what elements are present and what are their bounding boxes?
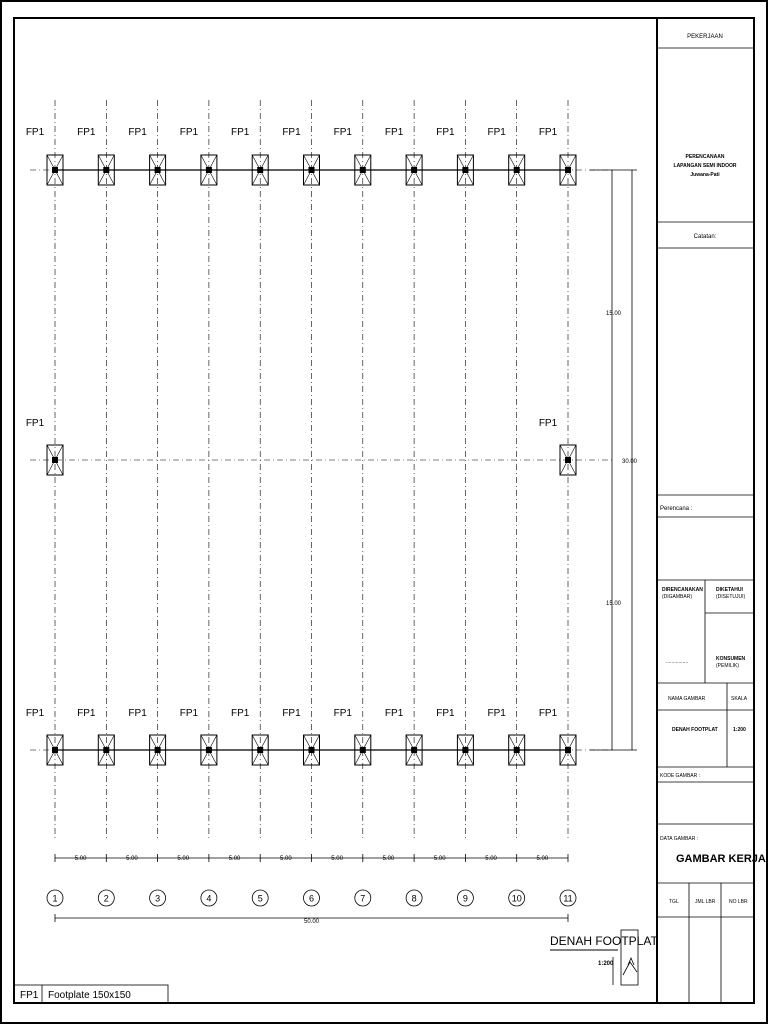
footing-label: FP1 [487,127,506,138]
column [155,747,161,753]
catatan-label: Catatan: [693,234,717,240]
grid-label: 8 [411,893,417,904]
gambar-kerja: GAMBAR KERJA [676,853,766,865]
column [206,167,212,173]
pekerjaan-label: PEKERJAAN [687,34,723,40]
konsumen-label: KONSUMEN [716,656,746,662]
grid-label: 7 [360,893,366,904]
footing-label: FP1 [25,127,45,138]
column [411,747,417,753]
footing-label: FP1 [384,127,404,138]
no-lbr-label: NO LBR [729,899,748,905]
footing-label: FP1 [128,708,147,719]
column [565,457,571,463]
bay-dimension: 5.00 [382,856,395,862]
grid-label: 11 [563,893,573,904]
bay-dimension: 5.00 [536,856,549,862]
dim-total: 30.00 [622,459,638,465]
bay-dimension: 5.00 [177,856,190,862]
footing-label: FP1 [487,708,506,719]
column [514,167,520,173]
project-line2: LAPANGAN SEMI INDOOR [673,163,737,169]
jml-lbr-label: JML LBR [695,899,716,905]
project-line3: Juwana-Pati [690,172,720,178]
skala-value: 1:200 [733,727,746,733]
foundation-plan [26,100,638,925]
column [206,747,212,753]
signature-placeholder: ................ [666,659,689,665]
perencana-label: Perencana : [660,506,693,512]
bay-dimension: 5.00 [280,856,292,862]
column [462,747,468,753]
legend-code: FP1 [20,990,39,1001]
title-block [657,18,766,1003]
nama-gambar-label: NAMA GAMBAR [668,696,706,702]
grid-label: 5 [257,893,263,904]
drawing-scale: 1:200 [598,961,614,967]
data-gambar-label: DATA GAMBAR : [660,836,699,842]
column [52,457,58,463]
column [514,747,520,753]
grid-label: 6 [308,893,315,904]
grid-label: 2 [103,893,109,904]
column [155,167,161,173]
footing-label: FP1 [179,127,199,138]
column [565,167,571,173]
bay-dimension: 5.00 [126,856,138,862]
column [103,747,109,753]
grid-label: 9 [462,893,468,904]
drawing-title: DENAH FOOTPLAT [550,934,658,948]
footing-label: FP1 [436,127,455,138]
nama-gambar-value: DENAH FOOTPLAT [672,727,718,733]
skala-label: SKALA [731,696,748,702]
footing-label: FP1 [25,708,45,719]
drawing-title-block [550,930,658,985]
column [360,747,366,753]
footing-label: FP1 [282,127,301,138]
column [411,167,417,173]
column [52,167,58,173]
dim-upper: 15.00 [606,311,622,317]
project-line1: PERENCANAAN [685,154,725,160]
footing-label: FP1 [77,127,96,138]
kode-gambar-label: KODE GAMBAR : [660,773,701,779]
footing-label: FP1 [436,708,455,719]
footing-label: FP1 [333,708,352,719]
outer-border [1,1,767,1023]
bay-dimension: 5.00 [228,856,241,862]
tgl-label: TGL [669,899,679,905]
footing-label: FP1 [25,418,45,429]
footing-label: FP1 [231,708,250,719]
column [309,167,315,173]
total-width: 50.00 [303,919,320,925]
grid-label: 3 [155,893,161,904]
footing-label: FP1 [231,127,250,138]
footing-label: FP1 [333,127,352,138]
disetujui-label: (DISETUJUI) [716,594,746,600]
column [462,167,468,173]
column [52,747,58,753]
bay-dimension: 5.00 [331,856,343,862]
footing-label: FP1 [538,127,558,138]
column [103,167,109,173]
grid-label: 1 [52,893,58,904]
bay-dimension: 5.00 [485,856,497,862]
column [360,167,366,173]
pemilik-label: (PEMILIK) [716,663,740,669]
column [565,747,571,753]
grid-label: 4 [206,893,212,904]
footing-label: FP1 [179,708,199,719]
column [309,747,315,753]
footing-label: FP1 [384,708,404,719]
bay-dimension: 5.00 [74,856,87,862]
digambar-label: (DIGAMBAR) [662,594,692,600]
footing-label: FP1 [128,127,147,138]
direncanakan-label: DIRENCANAKAN [662,587,703,593]
footing-label: FP1 [77,708,96,719]
diketahui-label: DIKETAHUI [716,587,743,593]
legend-description: Footplate 150x150 [48,990,131,1001]
column [257,747,263,753]
grid-label: 10 [511,893,522,904]
bay-dimension: 5.00 [433,856,446,862]
footing-label: FP1 [282,708,301,719]
footing-label: FP1 [538,418,558,429]
legend [14,985,168,1003]
column [257,167,263,173]
dim-lower: 15.00 [606,601,622,607]
footing-label: FP1 [538,708,558,719]
